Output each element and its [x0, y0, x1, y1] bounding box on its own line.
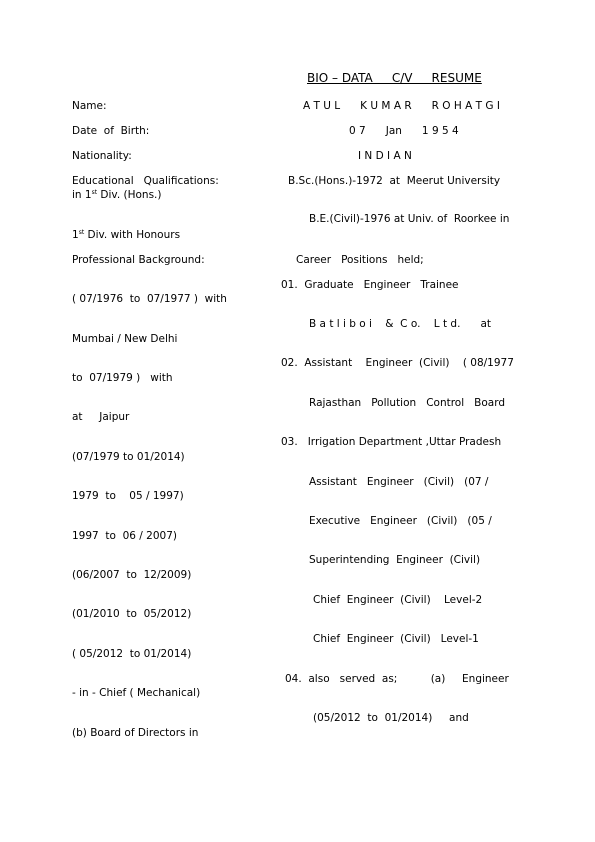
career-line: (06/2007 to 12/2009) [72, 569, 192, 581]
career-line: to 07/1979 ) with [72, 372, 173, 384]
career-line: 01. Graduate Engineer Trainee [281, 279, 459, 291]
dob-value: 0 7 Jan 1 9 5 4 [349, 125, 459, 137]
career-line: Assistant Engineer (Civil) (07 / [309, 476, 489, 488]
education-line1: B.Sc.(Hons.)-1972 at Meerut University [288, 175, 501, 187]
career-line: Chief Engineer (Civil) Level-1 [313, 633, 479, 645]
education-line2-cont: 1st Div. with Honours [72, 229, 181, 241]
name-value: A T U L K U M A R R O H A T G I [303, 100, 500, 112]
career-line: 02. Assistant Engineer (Civil) ( 08/1977 [281, 357, 514, 369]
professional-header: Career Positions held; [296, 254, 424, 266]
education-line2: B.E.(Civil)-1976 at Univ. of Roorkee in [309, 213, 510, 225]
career-line: Mumbai / New Delhi [72, 333, 178, 345]
career-line: ( 05/2012 to 01/2014) [72, 648, 192, 660]
education-label: Educational Qualifications: [72, 175, 219, 187]
career-line: 1997 to 06 / 2007) [72, 530, 178, 542]
name-label: Name: [72, 100, 107, 112]
career-line: Rajasthan Pollution Control Board [309, 397, 506, 409]
career-line: at Jaipur [72, 411, 130, 423]
career-line: - in - Chief ( Mechanical) [72, 687, 201, 699]
career-line: (b) Board of Directors in [72, 727, 199, 739]
career-line: (05/2012 to 01/2014) and [313, 712, 469, 724]
career-line: Executive Engineer (Civil) (05 / [309, 515, 492, 527]
career-line: B a t l i b o i & C o. L t d. at [309, 318, 491, 330]
career-line: 03. Irrigation Department ,Uttar Pradesh [281, 436, 502, 448]
nationality-label: Nationality: [72, 150, 132, 162]
career-line: Superintending Engineer (Civil) [309, 554, 481, 566]
career-line: (01/2010 to 05/2012) [72, 608, 192, 620]
resume-title: BIO – DATA C/V RESUME [307, 71, 482, 85]
career-line: 04. also served as; (a) Engineer [285, 673, 509, 685]
professional-label: Professional Background: [72, 254, 205, 266]
nationality-value: I N D I A N [358, 150, 412, 162]
education-line1-cont: in 1st Div. (Hons.) [72, 189, 162, 201]
career-line: ( 07/1976 to 07/1977 ) with [72, 293, 227, 305]
career-line: 1979 to 05 / 1997) [72, 490, 184, 502]
career-line: (07/1979 to 01/2014) [72, 451, 185, 463]
career-line: Chief Engineer (Civil) Level-2 [313, 594, 483, 606]
dob-label: Date of Birth: [72, 125, 150, 137]
